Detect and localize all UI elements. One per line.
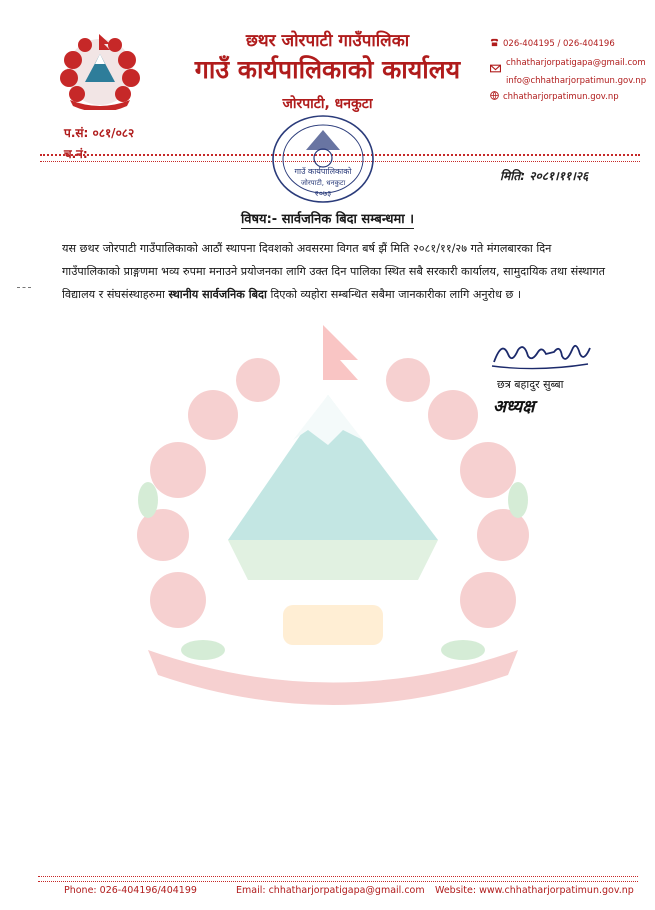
contact-phone bbox=[490, 38, 615, 49]
letter-subject-text: विषय:- सार्वजनिक बिदा सम्बन्धमा । bbox=[240, 212, 415, 227]
watermark-emblem bbox=[108, 320, 558, 720]
letter-date: मिति: २०८१।११।२६ bbox=[500, 169, 589, 183]
contact-email-secondary bbox=[506, 76, 646, 86]
body-text-part-1: यस छथर जोरपाटी गाउँपालिकाको आठौं स्थापना दिवशको अवसरमा विगत बर्ष झैं मिति २०८१/११/२७ गते मंगलबारका दिन गाउँपालिकाको प्राङ्गणमा भव्य रुपमा मनाउने प्रयोजनका लागि उक्त दिन पालिका स्थित सबै सरकारी कार्यालय, सामुदायिक तथा संस्थागत विद्यालय र संघसंस्थाहरुमा bbox=[62, 242, 606, 301]
contact-email-primary bbox=[506, 58, 646, 68]
signature bbox=[488, 332, 596, 374]
signatory-name: छत्र बहादुर सुब्बा bbox=[497, 378, 564, 391]
office-title: गाउँ कार्यपालिकाको कार्यालय bbox=[194, 55, 461, 84]
body-text-highlight: स्थानीय सार्वजनिक बिदा bbox=[168, 288, 267, 301]
footer-divider bbox=[38, 876, 638, 882]
contact-phone-text: 026-404195 / 026-404196 bbox=[503, 39, 615, 49]
footer-phone: Phone: 026-404196/404199 bbox=[64, 885, 197, 896]
office-name-line: छथर जोरपाटी गाउँपालिका bbox=[245, 31, 410, 51]
contact-website bbox=[490, 91, 619, 102]
margin-mark bbox=[17, 287, 31, 289]
stamp-text-1: गाउँ कार्यपालिकाको bbox=[294, 167, 352, 176]
letter-reference-number: प.सं: ०८१/०८२ bbox=[64, 126, 135, 140]
stamp-text-2: जोरपाटी, धनकुटा bbox=[300, 179, 346, 187]
letter-body bbox=[62, 237, 610, 306]
globe-icon bbox=[490, 91, 499, 100]
dispatch-number: च.नं: bbox=[64, 147, 88, 161]
contact-email-text-2: info@chhatharjorpatimun.gov.np bbox=[506, 76, 647, 86]
letter-subject bbox=[0, 209, 655, 227]
office-stamp bbox=[268, 112, 378, 207]
phone-icon bbox=[490, 38, 499, 47]
contact-website-text: chhatharjorpatimun.gov.np bbox=[503, 92, 619, 102]
footer-email: Email: chhatharjorpatigapa@gmail.com bbox=[236, 885, 425, 896]
body-text-part-2: दिएको व्यहोरा सम्बन्धित सबैमा जानकारीका लागि अनुरोध छ । bbox=[266, 288, 522, 301]
office-address: जोरपाटी, धनकुटा bbox=[282, 96, 373, 112]
signatory-title: अध्यक्ष bbox=[493, 397, 535, 417]
stamp-year: २०७३ bbox=[314, 189, 332, 198]
footer-website: Website: www.chhatharjorpatimun.gov.np bbox=[435, 885, 634, 896]
contact-email-text: chhatharjorpatigapa@gmail.com bbox=[506, 58, 646, 68]
email-icon bbox=[490, 63, 501, 74]
